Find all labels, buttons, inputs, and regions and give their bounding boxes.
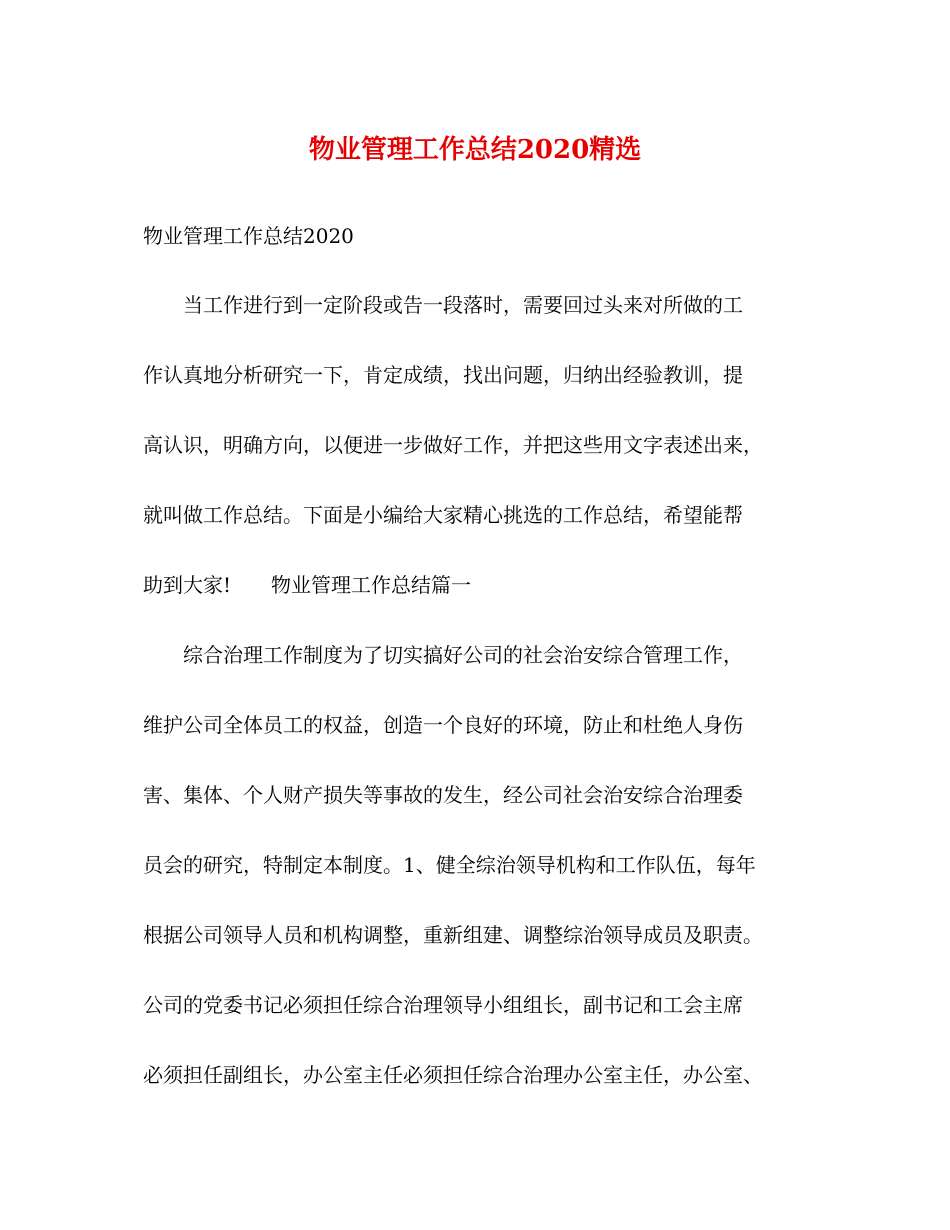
document-title: 物业管理工作总结2020精选: [308, 135, 642, 165]
subtitle-line: 物业管理工作总结2020: [143, 224, 354, 248]
body-line: 维护公司全体员工的权益，创造一个良好的环境，防止和杜绝人身伤: [143, 713, 743, 737]
body-line: 根据公司领导人员和机构调整，重新组建、调整综治领导成员及职责。: [143, 923, 763, 947]
body-line: 助到大家! 物业管理工作总结篇一: [143, 573, 472, 597]
body-line: 综合治理工作制度为了切实搞好公司的社会治安综合管理工作，: [143, 643, 743, 667]
body-line: 当工作进行到一定阶段或告一段落时，需要回过头来对所做的工: [143, 293, 743, 317]
body-line: 就叫做工作总结。下面是小编给大家精心挑选的工作总结，希望能帮: [143, 503, 743, 527]
body-line: 作认真地分析研究一下，肯定成绩，找出问题，归纳出经验教训，提: [143, 363, 743, 387]
body-line: 害、集体、个人财产损失等事故的发生，经公司社会治安综合治理委: [143, 783, 743, 807]
body-line: 高认识，明确方向，以便进一步做好工作，并把这些用文字表述出来，: [143, 433, 763, 457]
body-line: 员会的研究，特制定本制度。1、健全综治领导机构和工作队伍，每年: [143, 853, 756, 877]
body-line: 必须担任副组长，办公室主任必须担任综合治理办公室主任，办公室、: [143, 1063, 763, 1087]
body-line: 公司的党委书记必须担任综合治理领导小组组长，副书记和工会主席: [143, 993, 743, 1017]
